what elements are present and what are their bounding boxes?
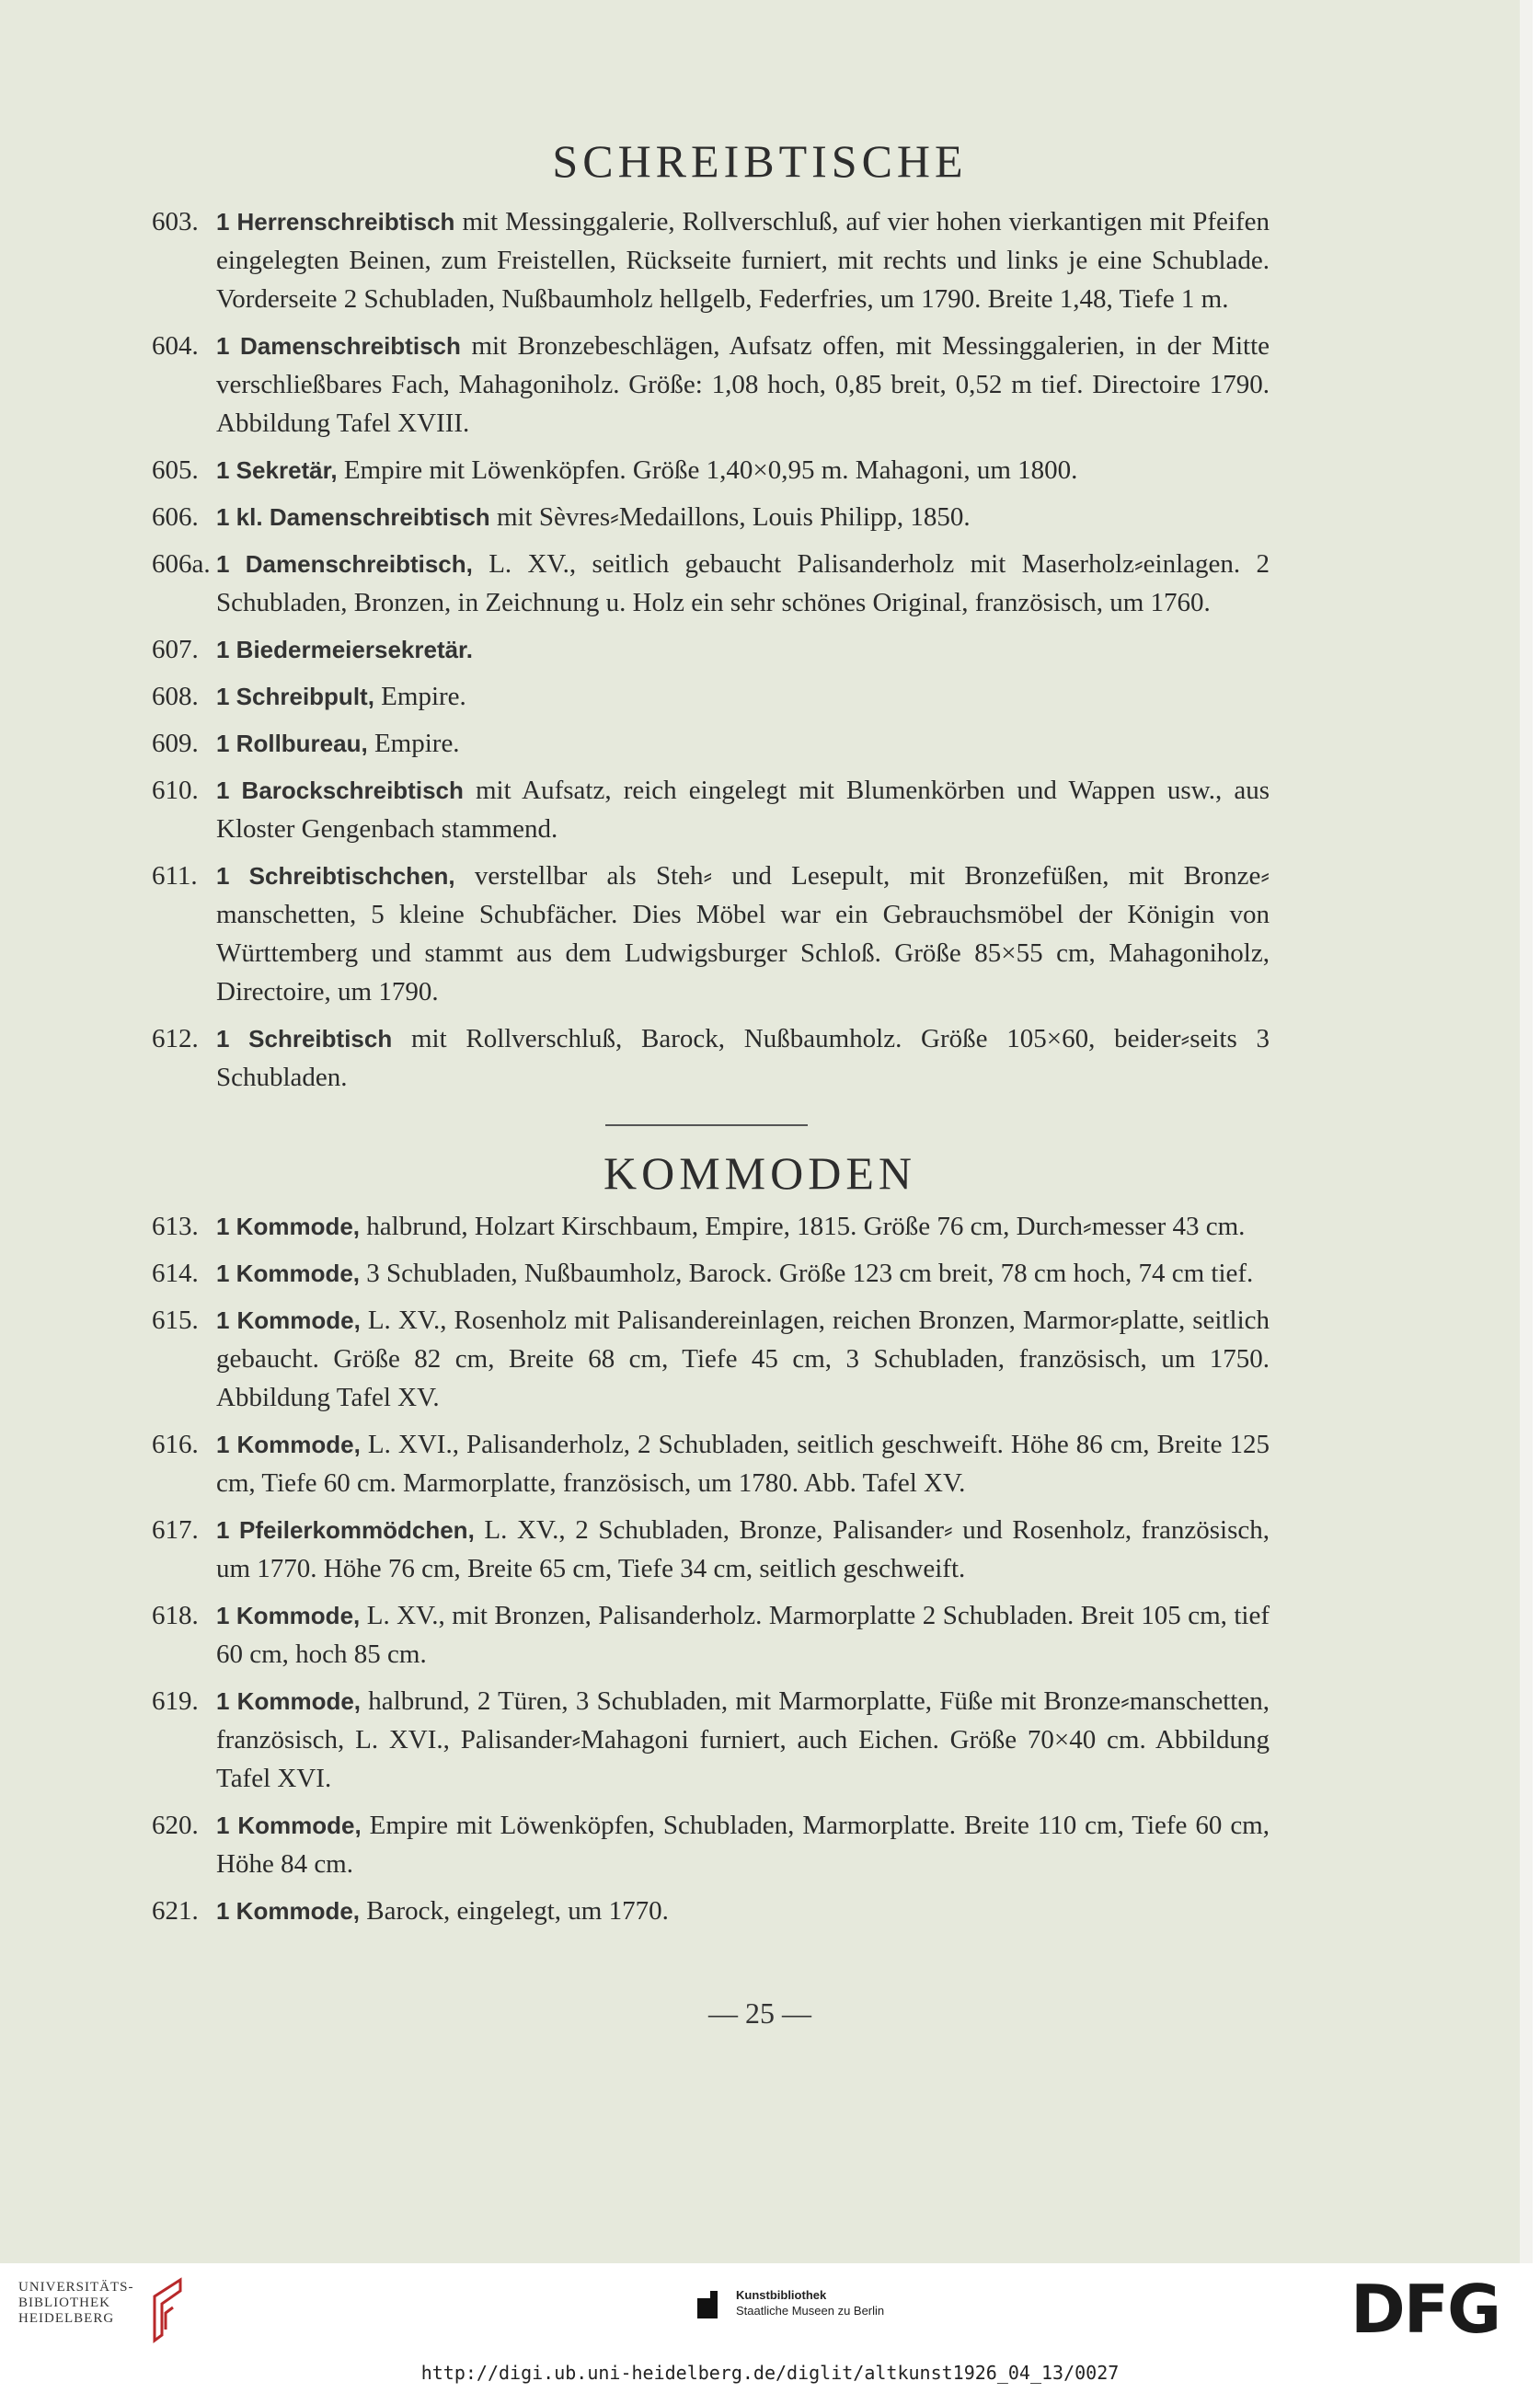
entry-number: 607. bbox=[152, 635, 199, 664]
entry-description: Empire mit Löwenköpfen. Größe 1,40×0,95 m. Mahagoni, um 1800. bbox=[337, 455, 1078, 485]
entry-number: 608. bbox=[152, 682, 199, 711]
entry-item: 1 Pfeilerkommödchen, bbox=[216, 1516, 475, 1544]
entry bbox=[152, 1301, 1270, 1417]
entry-item: 1 Schreibtischchen, bbox=[216, 862, 455, 890]
university-line: BIBLIOTHEK bbox=[18, 2295, 110, 2310]
entry-item: 1 Kommode, bbox=[216, 1213, 361, 1240]
kunstbibliothek-logo-icon bbox=[697, 2291, 725, 2318]
entry-description: halbrund, Holzart Kirschbaum, Empire, 1815. Größe 76 cm, Durch⸗messer 43 cm. bbox=[360, 1212, 1246, 1241]
entry-description: L. XV., mit Bronzen, Palisanderholz. Marmorplatte 2 Schubladen. Breit 105 cm, tief 60 cm, hoch 85 cm. bbox=[216, 1601, 1270, 1669]
entry bbox=[152, 1892, 1270, 1930]
dfg-logo: DFG bbox=[1350, 2271, 1500, 2348]
entry-description: Barock, eingelegt, um 1770. bbox=[360, 1896, 669, 1926]
kunstbibliothek-title: Kunstbibliothek bbox=[736, 2288, 827, 2302]
entry-description: mit Bronzebeschlägen, Aufsatz offen, mit Messinggalerien, in der Mitte verschließbares Fach, Mahagoniholz. Größe: 1,08 hoch, 0,85 breit, 0,52 m tief. Directoire 1790. Abbildung Tafel XVIII. bbox=[216, 331, 1270, 438]
entry-item: 1 Kommode, bbox=[216, 1897, 361, 1925]
entry bbox=[152, 857, 1270, 1011]
entry-description: verstellbar als Steh⸗ und Lesepult, mit Bronzefüßen, mit Bronze⸗manschetten, 5 kleine Schubfächer. Dies Möbel war ein Gebrauchsmöbel der Königin von Württemberg und stammt aus dem Ludwigsburger Schloß. Größe 85×55 cm, Mahagoniholz, Directoire, um 1790. bbox=[216, 861, 1270, 1007]
entry-item: 1 Biedermeiersekretär. bbox=[216, 636, 473, 663]
entry-item: 1 Kommode, bbox=[216, 1812, 362, 1839]
entry-description: L. XV., seitlich gebaucht Palisanderholz mit Maserholz⸗einlagen. 2 Schubladen, Bronzen, in Zeichnung u. Holz ein sehr schönes Original, französisch, um 1760. bbox=[216, 549, 1270, 617]
page-number: — 25 — bbox=[708, 1996, 811, 2030]
entry-number: 614. bbox=[152, 1259, 199, 1288]
entry-item: 1 Damenschreibtisch bbox=[216, 332, 461, 360]
entry-number: 621. bbox=[152, 1896, 199, 1926]
entry-description: Empire. bbox=[367, 729, 460, 758]
entry bbox=[152, 498, 1270, 536]
entry bbox=[152, 771, 1270, 848]
university-library-label bbox=[18, 2280, 134, 2327]
entry-number: 616. bbox=[152, 1430, 199, 1459]
entry-description: mit Messinggalerie, Rollverschluß, auf vier hohen vierkantigen mit Pfeifen eingelegten Beinen, zum Freistellen, Rückseite furniert, mit rechts und links je eine Schublade. Vorderseite 2 Schubladen, Nußbaumholz hellgelb, Federfries, um 1790. Breite 1,48, Tiefe 1 m. bbox=[216, 207, 1270, 314]
entry-item: 1 Barockschreibtisch bbox=[216, 777, 464, 804]
entry-description: Empire mit Löwenköpfen, Schubladen, Marmorplatte. Breite 110 cm, Tiefe 60 cm, Höhe 84 cm. bbox=[216, 1811, 1270, 1879]
entry-description: Empire. bbox=[374, 682, 466, 711]
entry-number: 613. bbox=[152, 1212, 199, 1241]
entry bbox=[152, 1425, 1270, 1502]
entry bbox=[152, 545, 1270, 622]
entry-number: 606. bbox=[152, 502, 199, 532]
section-title-schreibtische: SCHREIBTISCHE bbox=[552, 135, 968, 187]
entry bbox=[152, 1254, 1270, 1293]
entry bbox=[152, 630, 1270, 669]
entry-number: 604. bbox=[152, 331, 199, 361]
kunstbibliothek-label bbox=[736, 2287, 884, 2318]
entry bbox=[152, 327, 1270, 443]
entry-description: halbrund, 2 Türen, 3 Schubladen, mit Marmorplatte, Füße mit Bronze⸗manschetten, französisch, L. XVI., Palisander⸗Mahagoni furniert, auch Eichen. Größe 70×40 cm. Abbildung Tafel XVI. bbox=[216, 1686, 1270, 1793]
entry-number: 612. bbox=[152, 1024, 199, 1053]
section-title-kommoden: KOMMODEN bbox=[603, 1147, 916, 1199]
entry-item: 1 Kommode, bbox=[216, 1260, 361, 1287]
entries-schreibtische bbox=[152, 202, 1270, 1105]
page-edge bbox=[1520, 0, 1533, 2263]
entry-number: 618. bbox=[152, 1601, 199, 1630]
entry-item: 1 kl. Damenschreibtisch bbox=[216, 503, 490, 531]
entry-number: 617. bbox=[152, 1515, 199, 1545]
entry bbox=[152, 677, 1270, 716]
entry-number: 619. bbox=[152, 1686, 199, 1716]
entry-item: 1 Rollbureau, bbox=[216, 730, 368, 757]
entry-number: 605. bbox=[152, 455, 199, 485]
entry-description: mit Rollverschluß, Barock, Nußbaumholz. Größe 105×60, beider⸗seits 3 Schubladen. bbox=[216, 1024, 1270, 1092]
university-logo-icon bbox=[145, 2276, 188, 2346]
entry bbox=[152, 1207, 1270, 1246]
entry-item: 1 Sekretär, bbox=[216, 456, 338, 484]
entry-description: 3 Schubladen, Nußbaumholz, Barock. Größe 123 cm breit, 78 cm hoch, 74 cm tief. bbox=[360, 1259, 1254, 1288]
entry bbox=[152, 1682, 1270, 1798]
entry-item: 1 Damenschreibtisch, bbox=[216, 550, 473, 578]
entry-item: 1 Kommode, bbox=[216, 1687, 362, 1715]
source-url-link[interactable]: http://digi.ub.uni-heidelberg.de/diglit/altkunst1926_04_13/0027 bbox=[420, 2362, 1120, 2384]
entry-number: 611. bbox=[152, 861, 198, 891]
entry-item: 1 Kommode, bbox=[216, 1431, 361, 1458]
entry-number: 606a. bbox=[152, 549, 211, 579]
entry bbox=[152, 1806, 1270, 1883]
entry bbox=[152, 451, 1270, 489]
entry bbox=[152, 1511, 1270, 1588]
entry bbox=[152, 724, 1270, 763]
entry-number: 603. bbox=[152, 207, 199, 236]
entry-description: L. XVI., Palisanderholz, 2 Schubladen, seitlich geschweift. Höhe 86 cm, Breite 125 cm, Tiefe 60 cm. Marmorplatte, französisch, um 1780. Abb. Tafel XV. bbox=[216, 1430, 1270, 1498]
entry-item: 1 Schreibpult, bbox=[216, 683, 374, 710]
entries-kommoden bbox=[152, 1207, 1270, 1939]
entry-item: 1 Herrenschreibtisch bbox=[216, 208, 455, 236]
entry-number: 609. bbox=[152, 729, 199, 758]
entry-item: 1 Kommode, bbox=[216, 1602, 361, 1629]
entry-number: 620. bbox=[152, 1811, 199, 1840]
entry-number: 610. bbox=[152, 776, 199, 805]
entry-item: 1 Schreibtisch bbox=[216, 1025, 393, 1053]
entry bbox=[152, 1596, 1270, 1674]
entry-description: L. XV., 2 Schubladen, Bronze, Palisander⸗ und Rosenholz, französisch, um 1770. Höhe 76 cm, Breite 65 cm, Tiefe 34 cm, seitlich geschweift. bbox=[216, 1515, 1270, 1583]
university-line: UNIVERSITÄTS- bbox=[18, 2280, 134, 2295]
entry-item: 1 Kommode, bbox=[216, 1306, 361, 1334]
kunstbibliothek-subtitle: Staatliche Museen zu Berlin bbox=[736, 2304, 885, 2318]
entry-description: mit Aufsatz, reich eingelegt mit Blumenkörben und Wappen usw., aus Kloster Gengenbach stammend. bbox=[216, 776, 1270, 844]
entry-number: 615. bbox=[152, 1306, 199, 1335]
entry bbox=[152, 202, 1270, 318]
entry bbox=[152, 1019, 1270, 1097]
university-line: HEIDELBERG bbox=[18, 2311, 115, 2326]
entry-description: L. XV., Rosenholz mit Palisandereinlagen, reichen Bronzen, Marmor⸗platte, seitlich gebaucht. Größe 82 cm, Breite 68 cm, Tiefe 45 cm, 3 Schubladen, französisch, um 1750. Abbildung Tafel XV. bbox=[216, 1306, 1270, 1412]
section-divider bbox=[605, 1124, 808, 1126]
entry-description: mit Sèvres⸗Medaillons, Louis Philipp, 1850. bbox=[489, 502, 971, 532]
